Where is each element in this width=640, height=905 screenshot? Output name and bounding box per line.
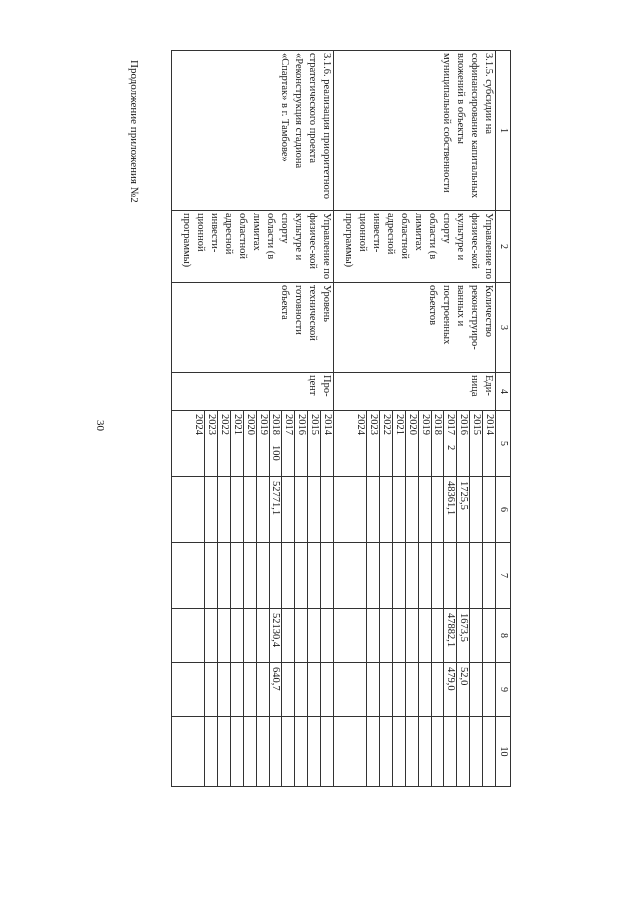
year-label <box>353 411 366 476</box>
year-text: 2022 <box>380 414 392 435</box>
year-label <box>366 411 379 476</box>
value <box>191 543 204 608</box>
col-header-9: 9 <box>496 663 511 717</box>
value <box>204 717 217 786</box>
activity-cell: 3.1.5. субсидии на софинансирование капитальных вложений в объекты муниципальной собственности <box>334 51 496 211</box>
year-text: 2019 <box>419 414 431 435</box>
value <box>307 609 320 662</box>
value <box>456 717 469 786</box>
value <box>256 477 269 542</box>
year-label <box>482 411 495 476</box>
col8-cell <box>172 609 334 663</box>
year-label <box>204 411 217 476</box>
col5-value: 2 <box>445 445 457 451</box>
col9-cell <box>172 663 334 717</box>
year-text: 2016 <box>296 414 308 435</box>
col8-cell <box>334 609 496 663</box>
years-cell <box>334 411 496 477</box>
value <box>269 717 282 786</box>
value <box>217 663 230 716</box>
year-text: 2014 <box>484 414 495 435</box>
years-cell <box>172 411 334 477</box>
value <box>294 663 307 716</box>
value <box>294 543 307 608</box>
value <box>256 543 269 608</box>
table-row <box>334 51 496 787</box>
year-text: 2016 <box>458 414 470 435</box>
value <box>230 717 243 786</box>
value <box>405 717 418 786</box>
value <box>431 543 444 608</box>
value <box>469 663 482 716</box>
value <box>294 609 307 662</box>
header-row <box>496 51 511 787</box>
value <box>418 609 431 662</box>
year-label <box>217 411 230 476</box>
value <box>230 609 243 662</box>
value <box>204 543 217 608</box>
value <box>243 543 256 608</box>
value <box>217 609 230 662</box>
year-label <box>243 411 256 476</box>
year-label <box>294 411 307 476</box>
col-header-4: 4 <box>496 373 511 411</box>
value <box>392 609 405 662</box>
value <box>392 663 405 716</box>
year-label <box>256 411 269 476</box>
col10-cell <box>172 717 334 787</box>
year-label <box>307 411 320 476</box>
value <box>405 663 418 716</box>
value <box>456 543 469 608</box>
value <box>418 717 431 786</box>
value: 52771,1 <box>269 477 282 542</box>
value <box>431 477 444 542</box>
value <box>230 543 243 608</box>
value <box>366 477 379 542</box>
value <box>469 477 482 542</box>
value <box>307 543 320 608</box>
value <box>443 543 456 608</box>
col10-cell <box>334 717 496 787</box>
value <box>405 477 418 542</box>
value <box>307 717 320 786</box>
value <box>307 477 320 542</box>
value <box>353 543 366 608</box>
col6-cell <box>172 477 334 543</box>
value <box>353 609 366 662</box>
col-header-7: 7 <box>496 543 511 609</box>
value <box>281 663 294 716</box>
col7-cell <box>172 543 334 609</box>
year-label <box>379 411 392 476</box>
value <box>379 663 392 716</box>
value: 640,7 <box>269 663 282 716</box>
year-text: 2024 <box>193 414 205 435</box>
value <box>256 663 269 716</box>
value <box>379 477 392 542</box>
value <box>379 543 392 608</box>
value <box>294 717 307 786</box>
value <box>353 477 366 542</box>
year-text: 2021 <box>393 414 405 435</box>
value <box>281 477 294 542</box>
value <box>418 477 431 542</box>
page-number: 30 <box>94 420 106 431</box>
value <box>392 717 405 786</box>
value <box>366 543 379 608</box>
year-label <box>269 411 282 476</box>
value <box>243 663 256 716</box>
activity-cell: 3.1.6. реализация приоритетного стратегического проекта «Реконструкция стадиона «Спартак» в г. Тамбове» <box>172 51 334 211</box>
year-label <box>191 411 204 476</box>
value <box>191 609 204 662</box>
year-label <box>469 411 482 476</box>
value <box>418 663 431 716</box>
value <box>320 543 333 608</box>
value <box>469 717 482 786</box>
value <box>443 717 456 786</box>
value <box>353 717 366 786</box>
budget-table <box>171 50 511 787</box>
value <box>281 609 294 662</box>
year-text: 2019 <box>257 414 269 435</box>
value: 479,0 <box>443 663 456 716</box>
year-text: 2024 <box>355 414 367 435</box>
unit-cell: Про-цент <box>172 373 334 411</box>
year-label <box>431 411 444 476</box>
indicator-cell: Количество реконструиро-ванных и построенных объектов <box>334 283 496 373</box>
year-text: 2021 <box>231 414 243 435</box>
value <box>204 477 217 542</box>
value <box>204 609 217 662</box>
col-header-6: 6 <box>496 477 511 543</box>
value <box>482 717 495 786</box>
value <box>191 717 204 786</box>
year-text: 2015 <box>471 414 483 435</box>
value <box>482 543 495 608</box>
year-label <box>405 411 418 476</box>
col-header-8: 8 <box>496 609 511 663</box>
value <box>482 663 495 716</box>
value <box>294 477 307 542</box>
value <box>469 609 482 662</box>
value <box>269 543 282 608</box>
value <box>320 609 333 662</box>
value <box>379 717 392 786</box>
col-header-3: 3 <box>496 283 511 373</box>
col-header-1: 1 <box>496 51 511 211</box>
value <box>482 609 495 662</box>
value <box>217 717 230 786</box>
value <box>256 609 269 662</box>
value <box>281 543 294 608</box>
value <box>405 609 418 662</box>
table-row <box>172 51 334 787</box>
rotated-table <box>171 50 511 786</box>
value <box>431 663 444 716</box>
value <box>469 543 482 608</box>
appendix-note: Продолжение приложения №2 <box>128 60 140 203</box>
value: 52,0 <box>456 663 469 716</box>
year-text: 2018 <box>432 414 444 435</box>
value <box>281 717 294 786</box>
value <box>217 543 230 608</box>
value: 47882,1 <box>443 609 456 662</box>
year-text: 2017 <box>445 414 457 435</box>
year-label <box>456 411 469 476</box>
value: 48361,1 <box>443 477 456 542</box>
year-text: 2020 <box>244 414 256 435</box>
year-text: 2020 <box>406 414 418 435</box>
executor-cell: Управление по физичес-кой культуре и спорту области (в лимитах областной адресной инвести-ционной программы) <box>172 211 334 283</box>
value <box>482 477 495 542</box>
year-text: 2014 <box>322 414 333 435</box>
value <box>405 543 418 608</box>
value <box>191 663 204 716</box>
year-label <box>392 411 405 476</box>
col-header-2: 2 <box>496 211 511 283</box>
col7-cell <box>334 543 496 609</box>
year-label <box>320 411 333 476</box>
value <box>307 663 320 716</box>
col-header-5: 5 <box>496 411 511 477</box>
value <box>217 477 230 542</box>
value <box>366 717 379 786</box>
value <box>230 477 243 542</box>
value <box>379 609 392 662</box>
year-text: 2023 <box>367 414 379 435</box>
col9-cell <box>334 663 496 717</box>
value <box>320 663 333 716</box>
indicator-cell: Уровень технической готовности объекта <box>172 283 334 373</box>
year-label <box>230 411 243 476</box>
unit-cell: Еди-ница <box>334 373 496 411</box>
value <box>353 663 366 716</box>
value <box>320 717 333 786</box>
value <box>392 477 405 542</box>
year-label <box>443 411 456 476</box>
value <box>418 543 431 608</box>
value: 1725,5 <box>456 477 469 542</box>
year-text: 2023 <box>205 414 217 435</box>
year-text: 2015 <box>309 414 321 435</box>
value: 1673,5 <box>456 609 469 662</box>
value <box>230 663 243 716</box>
col6-cell <box>334 477 496 543</box>
value <box>243 609 256 662</box>
value <box>243 717 256 786</box>
col-header-10: 10 <box>496 717 511 787</box>
value <box>256 717 269 786</box>
value <box>392 543 405 608</box>
year-text: 2022 <box>218 414 230 435</box>
year-label <box>418 411 431 476</box>
year-label <box>281 411 294 476</box>
value <box>191 477 204 542</box>
value: 52130,4 <box>269 609 282 662</box>
value <box>366 609 379 662</box>
value <box>204 663 217 716</box>
year-text: 2018 <box>270 414 282 435</box>
value <box>320 477 333 542</box>
executor-cell: Управление по физичес-кой культуре и спорту области (в лимитах областной адресной инвести-ционной программы) <box>334 211 496 283</box>
value <box>366 663 379 716</box>
value <box>431 717 444 786</box>
value <box>243 477 256 542</box>
year-text: 2017 <box>283 414 295 435</box>
col5-value: 100 <box>270 445 282 461</box>
value <box>431 609 444 662</box>
